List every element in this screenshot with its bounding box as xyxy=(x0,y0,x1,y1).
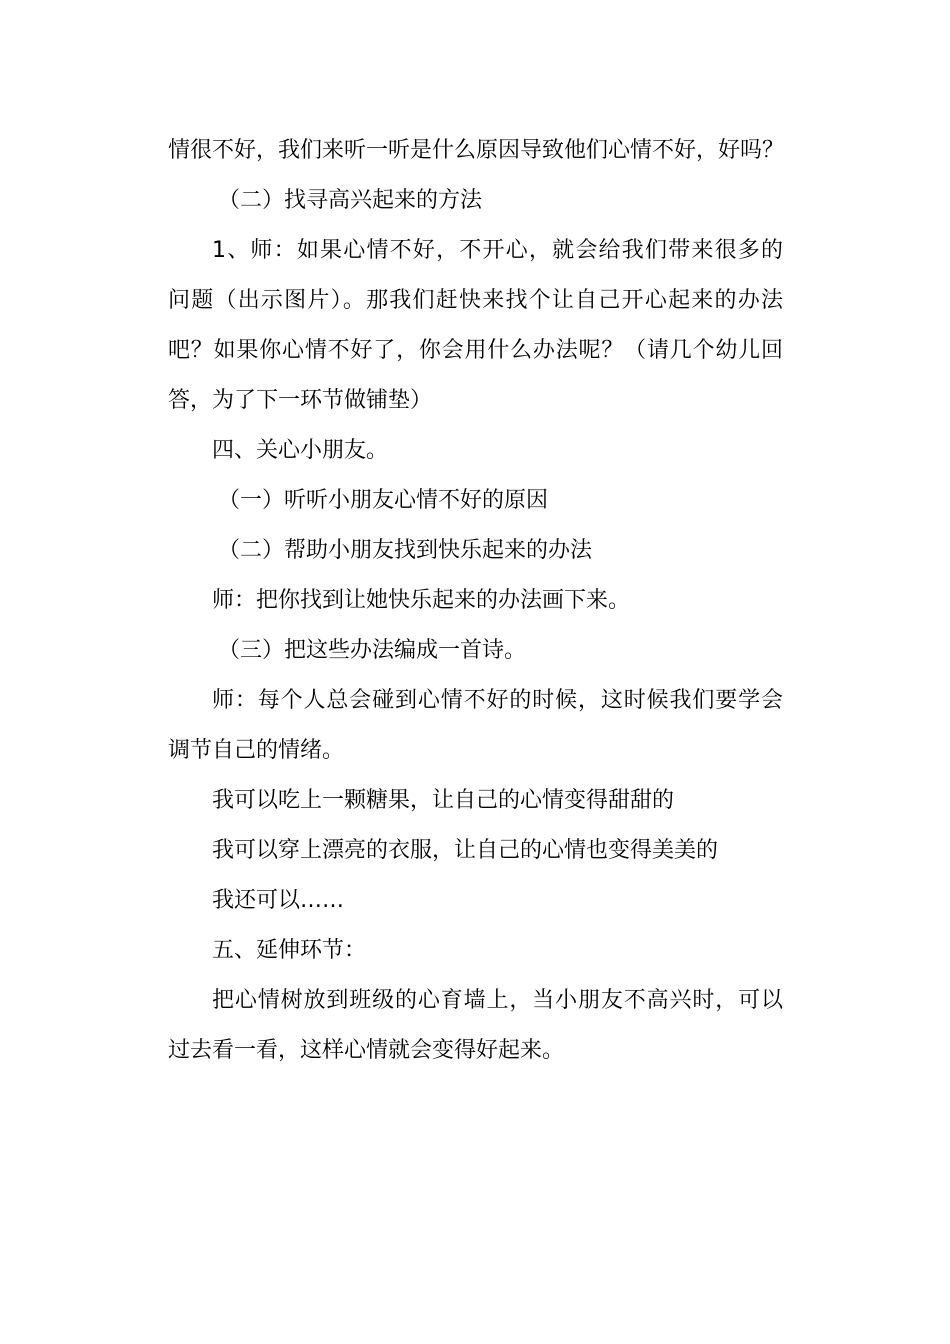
paragraph-line: 1、师：如果心情不好，不开心，就会给我们带来很多的 xyxy=(212,238,783,263)
paragraph-line: 吧？如果你心情不好了，你会用什么办法呢？（请几个幼儿回 xyxy=(168,338,783,363)
section-heading: 四、关心小朋友。 xyxy=(212,438,389,463)
paragraph-line: 答，为了下一环节做铺垫） xyxy=(168,388,433,413)
subsection-heading: （二）帮助小朋友找到快乐起来的办法 xyxy=(218,538,593,563)
paragraph-line: 师：每个人总会碰到心情不好的时候，这时候我们要学会 xyxy=(212,688,783,713)
document-body xyxy=(168,126,783,1076)
paragraph-line: 师：把你找到让她快乐起来的办法画下来。 xyxy=(212,588,631,613)
paragraph-line: 把心情树放到班级的心育墙上，当小朋友不高兴时，可以 xyxy=(212,988,783,1013)
paragraph-line: 情很不好，我们来听一听是什么原因导致他们心情不好，好吗？ xyxy=(168,138,785,163)
poem-line: 我还可以…… xyxy=(212,888,345,913)
poem-line: 我可以吃上一颗糖果，让自己的心情变得甜甜的 xyxy=(212,788,675,813)
paragraph-line: 过去看一看，这样心情就会变得好起来。 xyxy=(168,1038,565,1063)
subsection-heading: （一）听听小朋友心情不好的原因 xyxy=(218,488,549,513)
paragraph-line: 调节自己的情绪。 xyxy=(168,738,345,763)
section-heading: 五、延伸环节： xyxy=(212,938,367,963)
paragraph-line: 问题（出示图片）。那我们赶快来找个让自己开心起来的办法 xyxy=(168,288,783,313)
subsection-heading: （三）把这些办法编成一首诗。 xyxy=(218,638,527,663)
poem-line: 我可以穿上漂亮的衣服，让自己的心情也变得美美的 xyxy=(212,838,719,863)
section-heading: （二）找寻高兴起来的方法 xyxy=(218,188,483,213)
